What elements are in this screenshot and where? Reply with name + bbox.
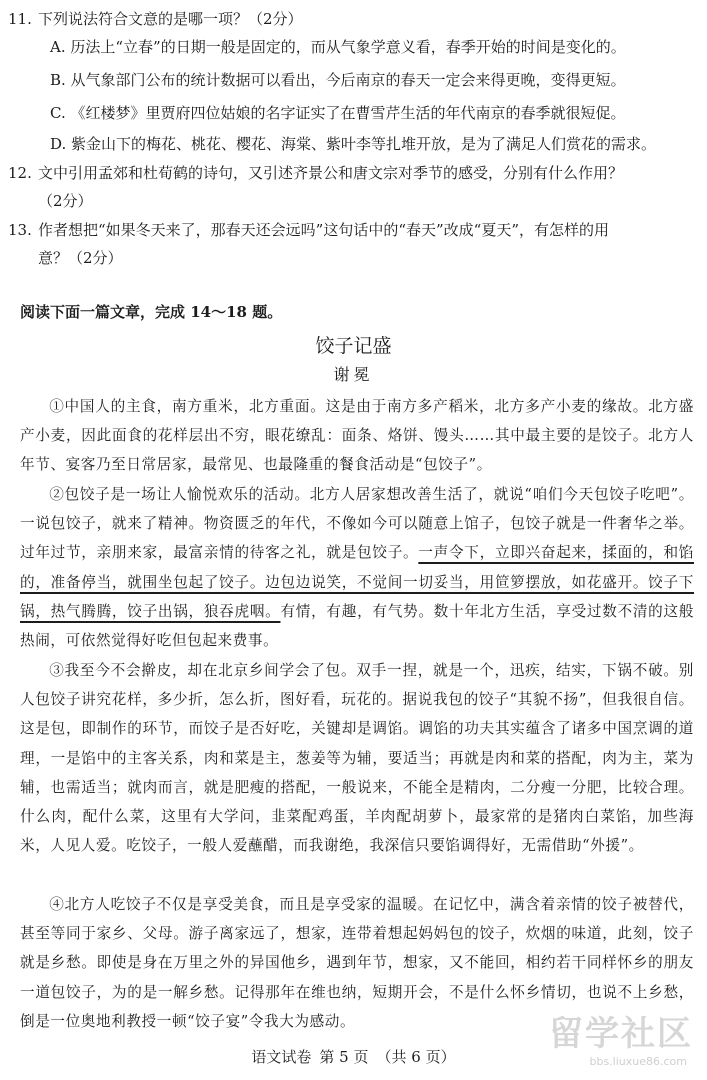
question-11-option-c: C. 《红楼梦》里贾府四位姑娘的名字证实了在曹雪芹生活的年代南京的春季就很短促。 [50, 104, 626, 122]
reading-instruction: 阅读下面一篇文章，完成 14～18 题。 [20, 303, 283, 321]
question-11 [8, 6, 698, 33]
question-11-option-a: A. 历法上“立春”的日期一般是固定的，而从气象学意义看，春季开始的时间是变化的。 [50, 38, 626, 56]
paragraph-2-underlined-text: 一声令下，立即兴奋起来，揉面的，和馅的，准备停当，就围坐包起了饺子。边包边说笑，不觉间一切妥当，用笸箩摆放，如花盛开。饺子下锅，热气腾腾，饺子出锅，狼吞虎咽。 [20, 544, 694, 620]
paragraph-2-text-a: ②包饺子是一场让人愉悦欢乐的活动。北方人居家想改善生活了，就说“咱们今天包饺子吃吧”。一说包饺子，就来了精神。物资匮乏的年代，不像如今可以随意上馆子，包饺子就是一件奢华之举。过年过节，亲朋来家，最富亲情的待客之礼，就是包饺子。 [20, 486, 694, 562]
question-11-option-d: D. 紫金山下的梅花、桃花、樱花、海棠、紫叶李等扎堆开放，是为了满足人们赏花的需求。 [50, 135, 657, 153]
question-13-continuation: 意？（2分） [38, 249, 123, 267]
footer-page-number: 第 5 页 [319, 1048, 369, 1066]
question-12-text: 文中引用孟郊和杜荀鹤的诗句，又引述齐景公和唐文宗对季节的感受，分别有什么作用？ [38, 164, 624, 182]
question-11-option-b: B. 从气象部门公布的统计数据可以看出，今后南京的春天一定会来得更晚，变得更短。 [50, 71, 626, 89]
question-12 [8, 160, 698, 187]
paragraph-1 [20, 392, 694, 480]
question-12-number: 12. [8, 164, 32, 182]
paragraph-3 [20, 656, 694, 860]
watermark [528, 1006, 693, 1068]
watermark-url: bbs.liuxue86.com [589, 1055, 687, 1068]
question-11-stem: 下列说法符合文意的是哪一项？（2分） [38, 10, 303, 28]
question-12-score: （2分） [38, 192, 93, 210]
footer-subject: 语文试卷 [251, 1048, 312, 1066]
question-13-number: 13. [8, 221, 32, 239]
question-11-number: 11. [8, 10, 32, 28]
paragraph-2-text-b: 有情，有趣，有气势。数十年北方生活，享受过数不清的这般热闹，可依然觉得好吃但包起来费事。 [20, 602, 695, 650]
question-13 [8, 217, 698, 244]
footer-total-pages: （共 6 页） [376, 1048, 456, 1066]
article-title: 饺子记盛 [315, 335, 392, 357]
article-author: 谢冕 [333, 365, 374, 384]
watermark-logo-text: 留学社区 [549, 1014, 693, 1054]
paragraph-1-text: ①中国人的主食，南方重米，北方重面。这是由于南方多产稻米，北方多产小麦的缘故。北方盛产小麦，因此面食的花样层出不穷，眼花缭乱：面条、烙饼、馒头……其中最主要的是饺子。北方人年节、宴客乃至日常居家，最常见、也最隆重的餐食活动是“包饺子”。 [20, 398, 694, 474]
paragraph-2 [20, 480, 694, 655]
paragraph-3-text: ③我至今不会擀皮，却在北京乡间学会了包。双手一捏，就是一个，迅疾，结实，下锅不破。别人包饺子讲究花样，多少折，怎么折，图好看，玩花的。据说我包的饺子“其貌不扬”，但我很自信。这是包，即制作的环节，而饺子是否好吃，关键却是调馅。调馅的功夫其实蕴含了诸多中国烹调的道理，一是馅中的主客关系，肉和菜是主，葱姜等为辅，要适当；再就是肉和菜的搭配，肉为主，菜为辅，也需适当；就肉而言，就是肥瘦的搭配，一般说来，不能全是精肉，二分瘦一分肥，比较合理。什么肉，配什么菜，这里有大学问，韭菜配鸡蛋，羊肉配胡萝卜，最家常的是猪肉白菜馅，加些海米，人见人爱。吃饺子，一般人爱蘸醋，而我谢绝，我深信只要馅调得好，无需借助“外援”。 [20, 662, 694, 855]
question-13-text: 作者想把“如果冬天来了，那春天还会远吗”这句话中的“春天”改成“夏天”，有怎样的用 [38, 221, 610, 239]
paragraph-4-text: ④北方人吃饺子不仅是享受美食，而且是享受家的温暖。在记忆中，满含着亲情的饺子被替代，甚至等同于家乡、父母。游子离家远了，想家，连带着想起妈妈包的饺子，炊烟的味道，此刻，饺子就是乡愁。即使是身在万里之外的异国他乡，遇到年节，想家，又不能回，相约若干同样怀乡的朋友一道包饺子，为的是一解乡愁。记得那年在维也纳，短期开会，不是什么怀乡情切，也说不上乡愁，倒是一位奥地利教授一顿“饺子宴”令我大为感动。 [20, 896, 694, 1030]
